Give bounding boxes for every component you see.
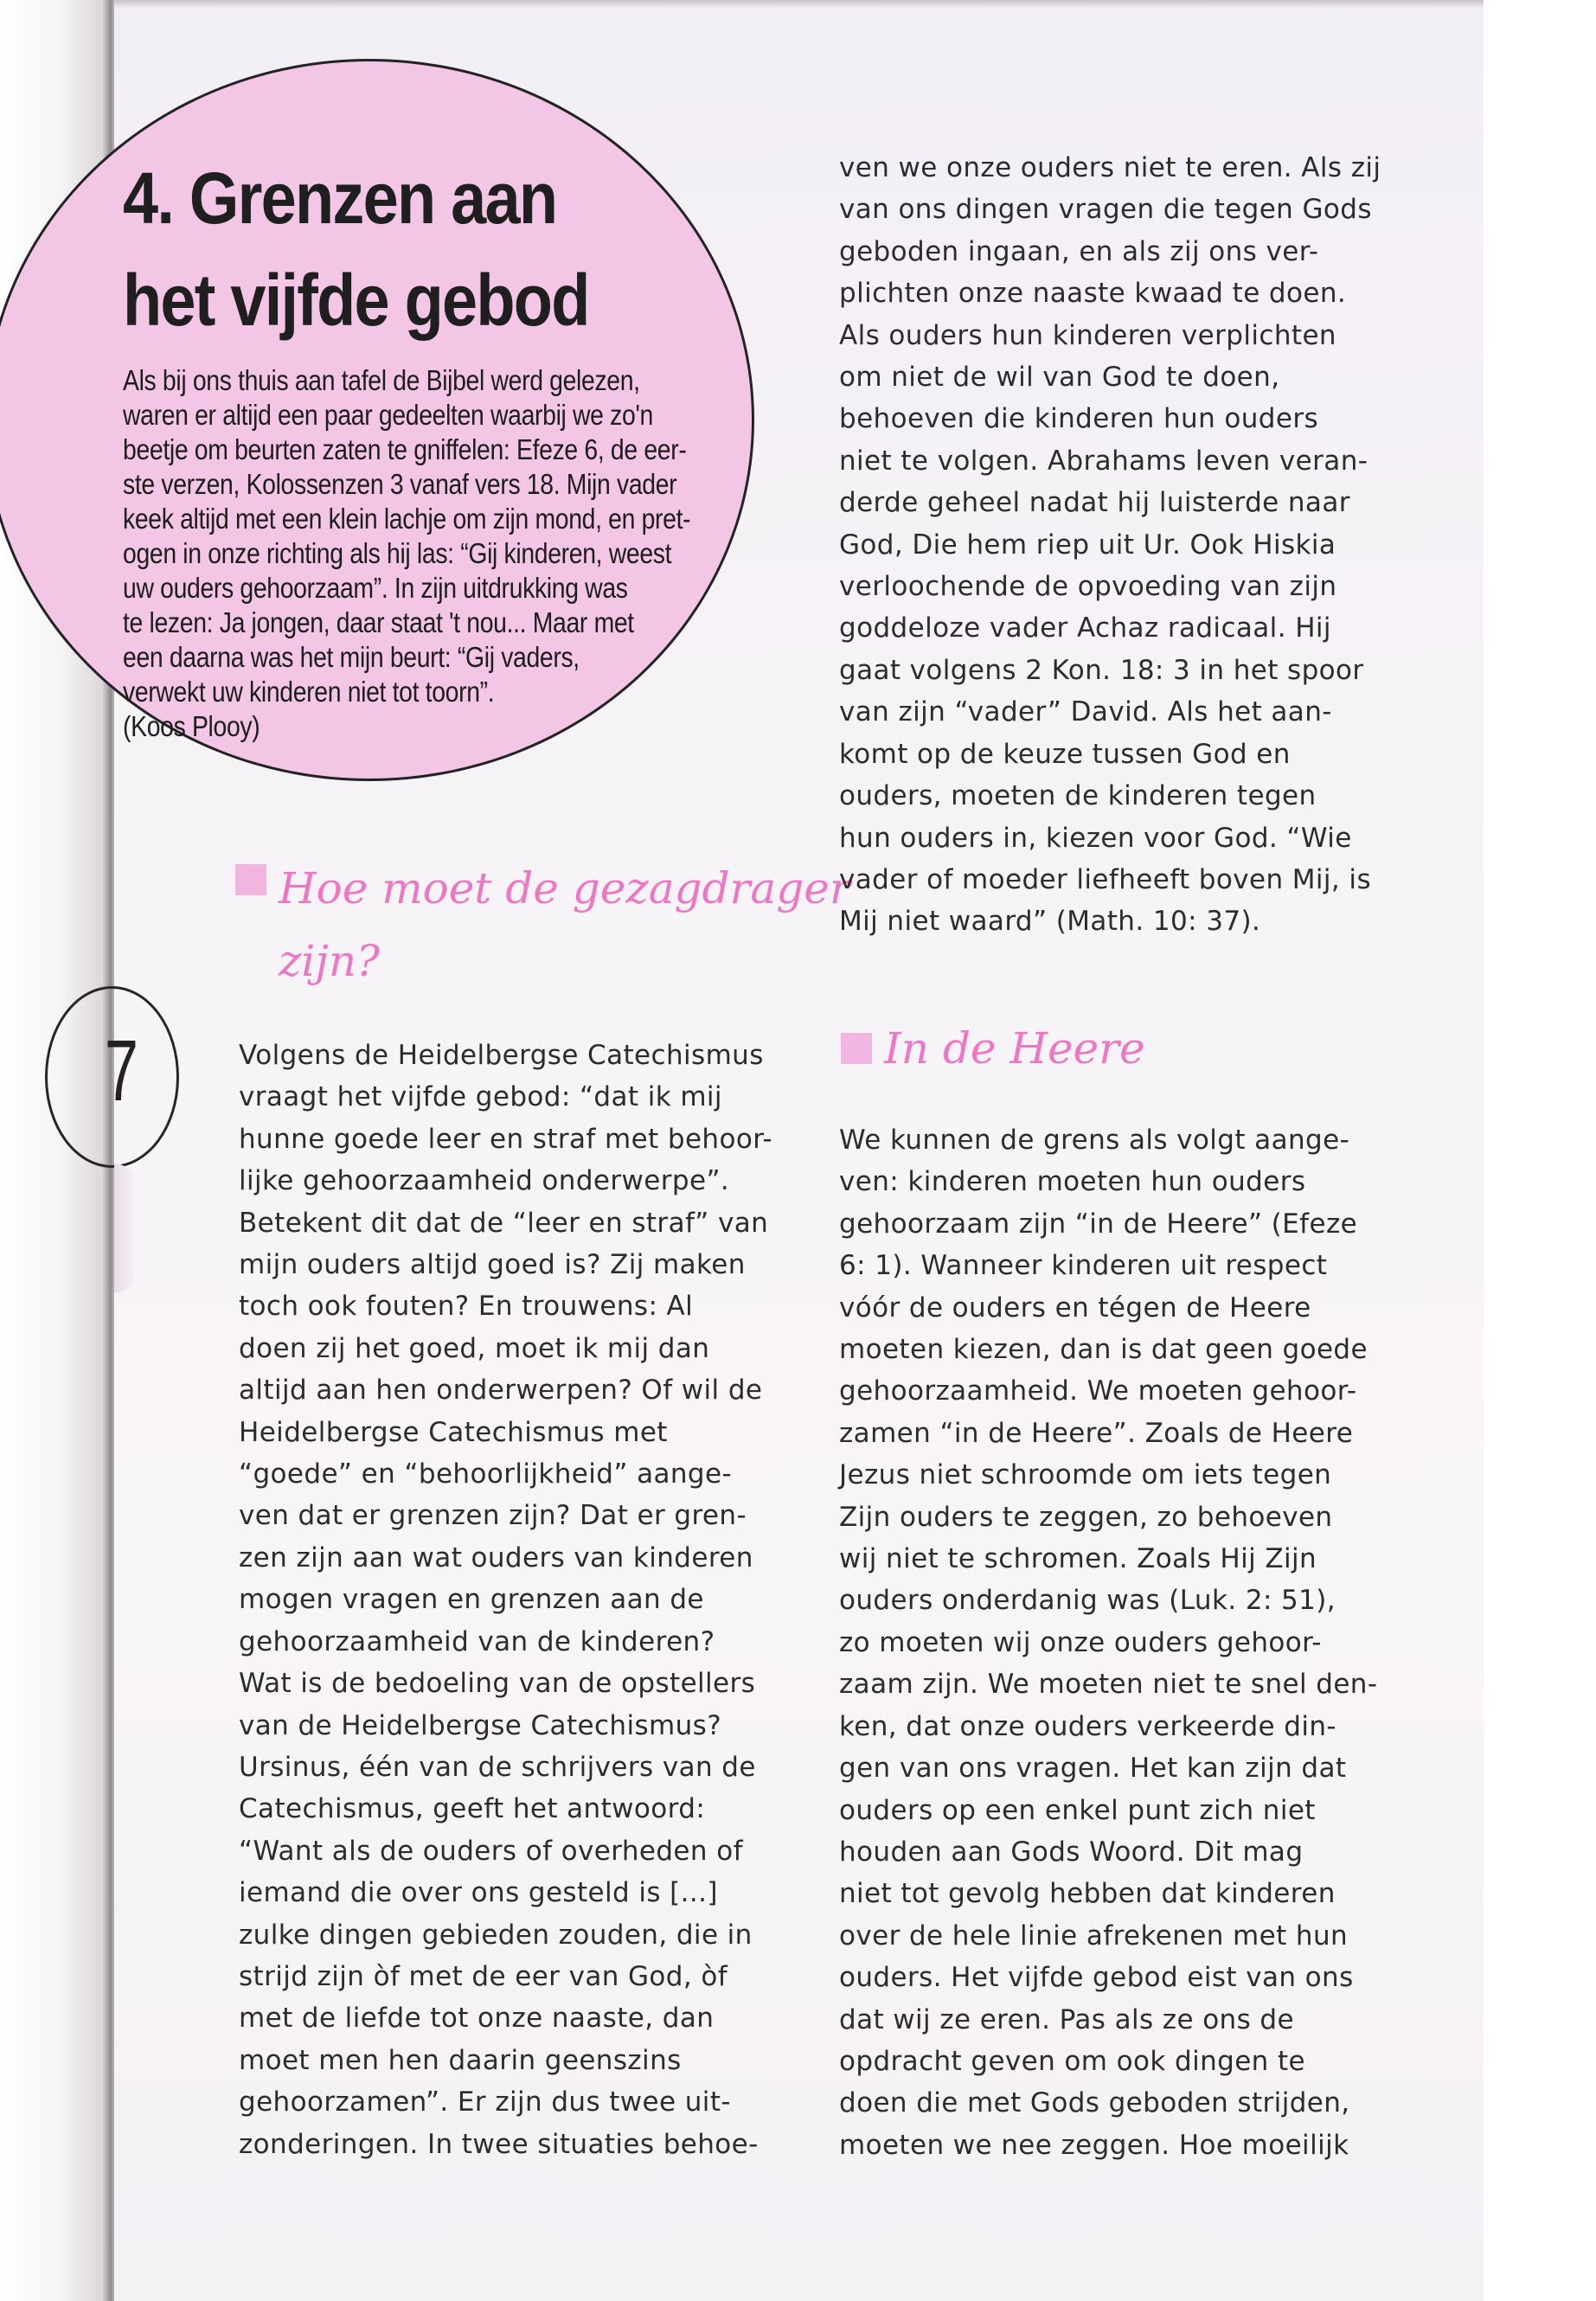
text-line: geboden ingaan, en als zij ons ver-: [839, 235, 1319, 267]
text-line: Zijn ouders te zeggen, zo behoeven: [839, 1501, 1333, 1533]
text-line: over de hele linie afrekenen met hun: [839, 1920, 1349, 1952]
text-line: zonderingen. In twee situaties behoe-: [239, 2128, 759, 2160]
top-shadow: [114, 0, 1484, 9]
text-line: zulke dingen gebieden zouden, die in: [239, 1919, 753, 1951]
quote-line: uw ouders gehoorzaam”. In zijn uitdrukking was: [123, 572, 628, 604]
text-line: zaam zijn. We moeten niet te snel den-: [839, 1669, 1378, 1701]
text-line: 6: 1). Wanneer kinderen uit respect: [839, 1250, 1328, 1282]
left-column-text: [239, 1035, 792, 2165]
text-line: iemand die over ons gesteld is [...]: [239, 1877, 718, 1909]
text-line: Mij niet waard” (Math. 10: 37).: [839, 906, 1261, 938]
title-line: 4. Grenzen aan: [123, 157, 557, 239]
text-line: “goede” en “behoorlijkheid” aange-: [239, 1458, 733, 1490]
text-line: zamen “in de Heere”. Zoals de Heere: [839, 1417, 1354, 1449]
text-line: met de liefde tot onze naaste, dan: [239, 2003, 715, 2035]
text-line: ven: kinderen moeten hun ouders: [839, 1166, 1306, 1198]
quote-line: beetje om beurten zaten te gniffelen: Efeze 6, de eer-: [123, 433, 687, 465]
text-line: God, Die hem riep uit Ur. Ook Hiskia: [839, 529, 1336, 561]
text-line: ken, dat onze ouders verkeerde din-: [839, 1710, 1336, 1742]
text-line: ven we onze ouders niet te eren. Als zij: [839, 152, 1381, 183]
page-number-tab: [45, 986, 179, 1168]
text-line: Betekent dit dat de “leer en straf” van: [239, 1207, 769, 1239]
text-line: wij niet te schromen. Zoals Hij Zijn: [839, 1543, 1317, 1575]
text-line: Catechismus, geeft het antwoord:: [239, 1793, 706, 1825]
text-line: om niet de wil van God te doen,: [839, 362, 1280, 394]
text-line: opdracht geven om ook dingen te: [839, 2045, 1306, 2077]
text-line: moet men hen daarin geenszins: [239, 2044, 682, 2076]
bubble-content: [123, 147, 780, 744]
text-line: ouders. Het vijfde gebod eist van ons: [839, 1962, 1354, 1994]
text-line: goddeloze vader Achaz radicaal. Hij: [839, 612, 1331, 644]
text-line: houden aan Gods Woord. Dit mag: [839, 1836, 1304, 1868]
text-line: van zijn “vader” David. Als het aan-: [839, 696, 1332, 728]
heading-line: zijn?: [279, 936, 380, 986]
text-line: doen zij het goed, moet ik mij dan: [239, 1332, 710, 1364]
quote-author: (Koos Plooy): [123, 710, 260, 742]
text-line: van de Heidelbergse Catechismus?: [239, 1709, 722, 1741]
text-line: zo moeten wij onze ouders gehoor-: [839, 1626, 1322, 1658]
text-line: ouders op een enkel punt zich niet: [839, 1794, 1316, 1826]
text-line: mogen vragen en grenzen aan de: [239, 1584, 704, 1616]
text-line: vader of moeder liefheeft boven Mij, is: [839, 863, 1371, 895]
pink-square-marker: [841, 1033, 872, 1064]
text-line: Jezus niet schroomde om iets tegen: [839, 1459, 1332, 1491]
quote-line: ste verzen, Kolossenzen 3 vanaf vers 18. Mijn vader: [123, 468, 677, 500]
quote-line: ogen in onze richting als hij las: “Gij kinderen, weest: [123, 537, 672, 569]
page-edge-curl: [114, 1163, 135, 1293]
text-line: niet te volgen. Abrahams leven veran-: [839, 445, 1368, 477]
text-line: Heidelbergse Catechismus met: [239, 1416, 668, 1448]
text-line: mijn ouders altijd goed is? Zij maken: [239, 1249, 746, 1281]
text-line: dat wij ze eren. Pas als ze ons de: [839, 2003, 1294, 2035]
text-line: gaat volgens 2 Kon. 18: 3 in het spoor: [839, 654, 1364, 686]
quote-text: [123, 363, 780, 744]
text-line: derde geheel nadat hij luisterde naar: [839, 487, 1350, 519]
text-line: van ons dingen vragen die tegen Gods: [839, 194, 1372, 226]
quote-line: een daarna was het mijn beurt: “Gij vaders,: [123, 641, 580, 673]
text-line: Volgens de Heidelbergse Catechismus: [239, 1040, 764, 1071]
section-heading-text: In de Heere: [884, 1023, 1145, 1074]
text-line: ven dat er grenzen zijn? Dat er gren-: [239, 1500, 747, 1532]
quote-line: keek altijd met een klein lachje om zijn mond, en pret-: [123, 503, 691, 535]
text-line: lijke gehoorzaamheid onderwerpe”.: [239, 1165, 730, 1197]
section-heading-text: [279, 852, 850, 997]
text-line: Als ouders hun kinderen verplichten: [839, 319, 1336, 351]
text-line: ouders, moeten de kinderen tegen: [839, 780, 1317, 812]
text-line: gen van ons vragen. Het kan zijn dat: [839, 1753, 1347, 1785]
page-title: [123, 147, 702, 351]
text-line: hunne goede leer en straf met behoor-: [239, 1123, 772, 1155]
text-line: ouders onderdanig was (Luk. 2: 51),: [839, 1585, 1336, 1617]
text-line: niet tot gevolg hebben dat kinderen: [839, 1878, 1336, 1910]
right-column-top-text: [839, 147, 1427, 943]
scan-margin-right: [1484, 0, 1596, 2301]
quote-line: verwekt uw kinderen niet tot toorn”.: [123, 676, 495, 708]
text-line: gehoorzaamheid. We moeten gehoor-: [839, 1375, 1357, 1407]
text-line: moeten kiezen, dan is dat geen goede: [839, 1334, 1368, 1366]
text-line: gehoorzaam zijn “in de Heere” (Efeze: [839, 1208, 1358, 1240]
quote-line: waren er altijd een paar gedeelten waarbij we zo'n: [123, 399, 653, 431]
pink-square-marker: [235, 864, 266, 895]
text-line: gehoorzaamheid van de kinderen?: [239, 1625, 715, 1657]
text-line: toch ook fouten? En trouwens: Al: [239, 1291, 694, 1323]
text-line: vóór de ouders en tégen de Heere: [839, 1292, 1311, 1324]
text-line: doen die met Gods geboden strijden,: [839, 2087, 1350, 2119]
text-line: gehoorzamen”. Er zijn dus twee uit-: [239, 2086, 731, 2118]
text-line: We kunnen de grens als volgt aange-: [839, 1125, 1350, 1156]
text-line: zen zijn aan wat ouders van kinderen: [239, 1541, 753, 1574]
text-line: strijd zijn òf met de eer van God, òf: [239, 1960, 728, 1992]
title-line: het vijfde gebod: [123, 260, 589, 341]
text-line: “Want als de ouders of overheden of: [239, 1835, 743, 1867]
heading-line: Hoe moet de gezagdrager: [279, 863, 850, 913]
text-line: Wat is de bedoeling van de opstellers: [239, 1668, 756, 1700]
right-column-bottom-text: [839, 1119, 1427, 2166]
magazine-page: [105, 0, 1484, 2301]
text-line: Ursinus, één van de schrijvers van de: [239, 1751, 756, 1783]
section-heading-in-de-heere: [841, 1021, 1360, 1076]
quote-line: Als bij ons thuis aan tafel de Bijbel werd gelezen,: [123, 364, 640, 396]
text-line: behoeven die kinderen hun ouders: [839, 403, 1319, 435]
text-line: altijd aan hen onderwerpen? Of wil de: [239, 1375, 763, 1407]
text-line: hun ouders in, kiezen voor God. “Wie: [839, 822, 1352, 854]
quote-line: te lezen: Ja jongen, daar staat 't nou... Maar met: [123, 606, 634, 638]
text-line: moeten we nee zeggen. Hoe moeilijk: [839, 2129, 1349, 2161]
text-line: vraagt het vijfde gebod: “dat ik mij: [239, 1081, 722, 1113]
text-line: plichten onze naaste kwaad te doen.: [839, 278, 1347, 310]
page-number: 7: [105, 1022, 138, 1119]
text-line: verloochende de opvoeding van zijn: [839, 571, 1337, 603]
section-heading-gezagdrager: [235, 852, 850, 997]
text-line: komt op de keuze tussen God en: [839, 738, 1291, 770]
